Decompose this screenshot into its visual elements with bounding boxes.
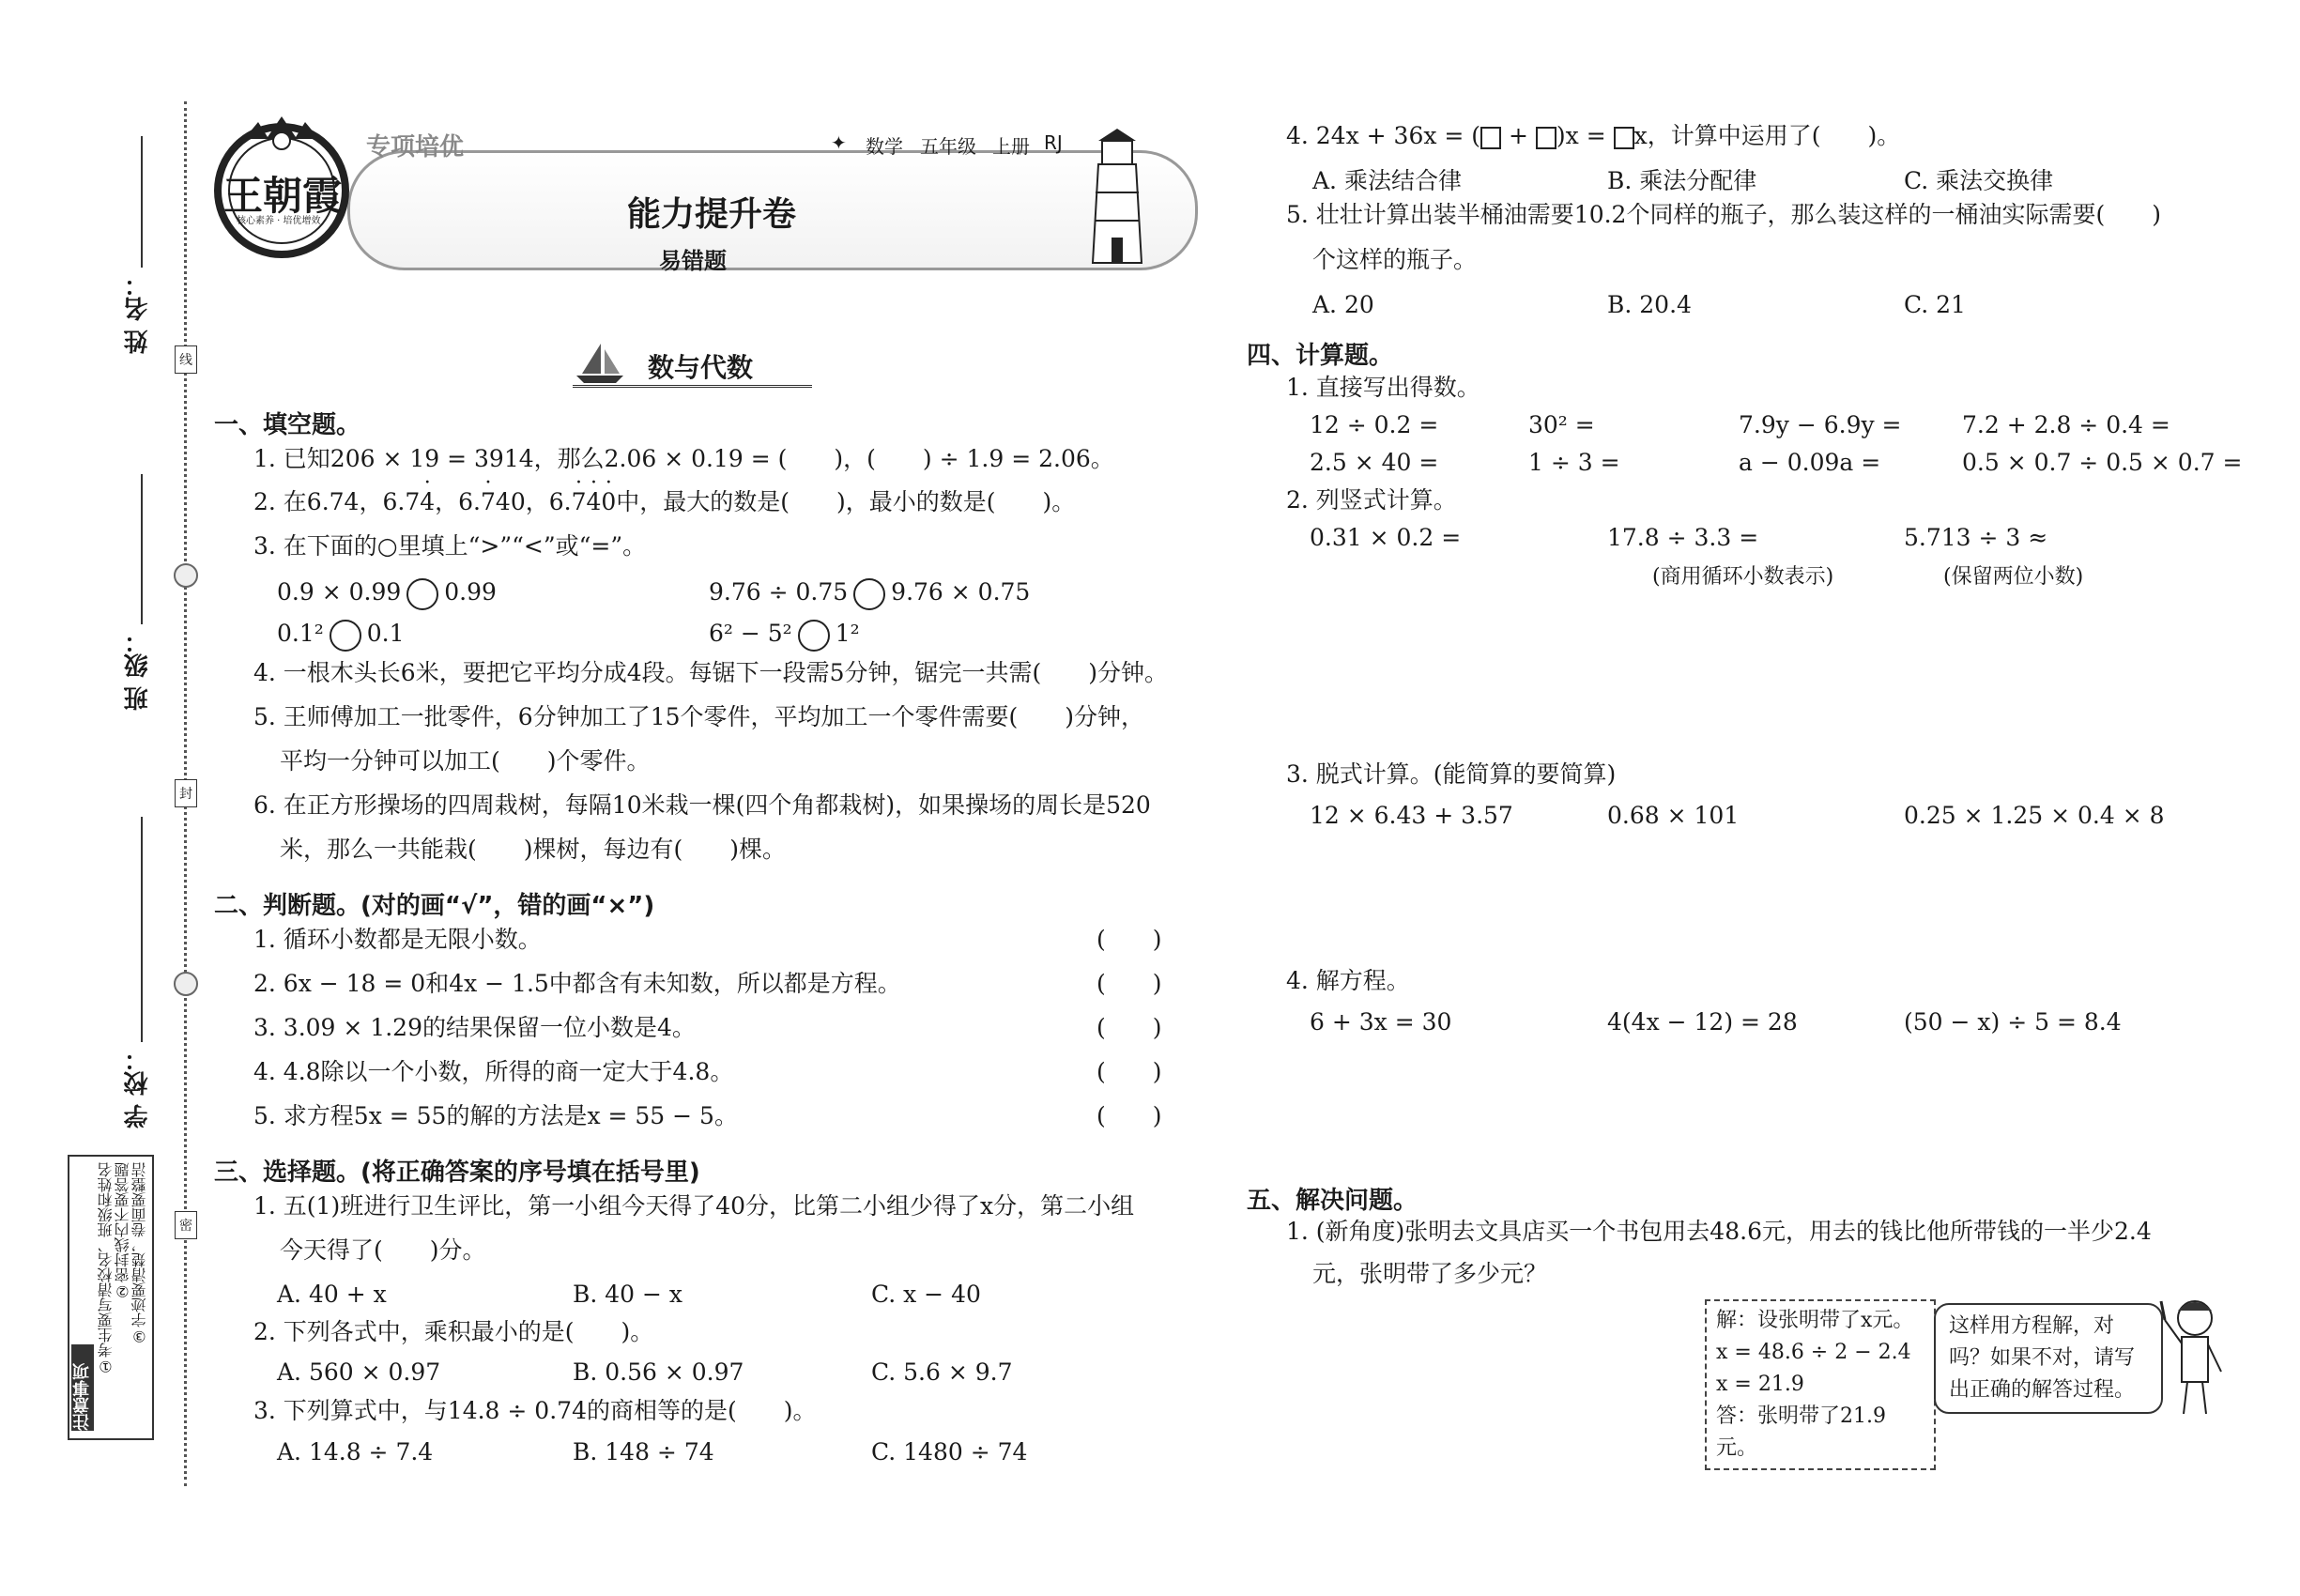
judge-answer-paren[interactable]: ( )	[1096, 970, 1162, 997]
wrong-solution-line: x = 21.9	[1716, 1373, 1804, 1396]
oral-calc-item: 1 ÷ 3 =	[1528, 449, 1620, 476]
choice-q3: 3. 下列算式中，与14.8 ÷ 0.74的商相等的是( )。	[253, 1397, 817, 1424]
calc-part4-title: 4. 解方程。	[1286, 967, 1410, 994]
choice-q3-option-a: A. 14.8 ÷ 7.4	[277, 1438, 434, 1466]
fill-q2-digit: · 4	[420, 488, 435, 515]
seal-char-2: 封	[175, 779, 197, 807]
judge-q4: 4. 4.8除以一个小数，所得的商一定大于4.8。	[253, 1058, 734, 1085]
bubble-line: 出正确的解答过程。	[1949, 1378, 2136, 1402]
seal-char-3: 密	[175, 1211, 197, 1239]
section-choice-title: 三、选择题。(将正确答案的序号填在括号里)	[214, 1159, 700, 1187]
compare-left: 0.9 × 0.99	[277, 578, 402, 606]
seal-char-1: 线	[175, 345, 197, 374]
compare-right: 0.1	[366, 620, 405, 647]
choice-q5-option-c: C. 21	[1904, 291, 1966, 318]
bubble-line: 这样用方程解，对	[1949, 1314, 2115, 1338]
meta-star-icon: ✦	[831, 131, 847, 154]
fill-q5-line2: 平均一分钟可以加工( )个零件。	[280, 747, 651, 775]
fill-q1: 1. 已知206 × 19 = 3914，那么2.06 × 0.19 = ( )，( ) ÷ 1.9 = 2.06。	[253, 445, 1114, 472]
compare-circle[interactable]	[330, 620, 361, 652]
oral-calc-item: 12 ÷ 0.2 =	[1310, 411, 1439, 438]
compare-left: 0.1²	[277, 620, 324, 647]
compare-item-3	[277, 618, 405, 652]
fill-q6-line2: 米，那么一共能栽( )棵树，每边有( )棵。	[280, 836, 787, 863]
choice-q1-line1: 1. 五(1)班进行卫生评比，第一小组今天得了40分，比第二小组少得了x分，第二小组	[253, 1192, 1135, 1220]
vertical-calc-note: (保留两位小数)	[1943, 565, 2084, 589]
fill-q6-line1: 6. 在正方形操场的四周栽树，每隔10米栽一棵(四个角都栽树)，如果操场的周长是520	[253, 791, 1151, 819]
calc-part2-title: 2. 列竖式计算。	[1286, 486, 1457, 514]
note-1: ①考生要写清校名、班级和姓名	[97, 1162, 115, 1375]
paper-title: 能力提升卷	[627, 195, 797, 234]
unit-title-underline	[573, 385, 812, 388]
unit-title: 数与代数	[648, 352, 754, 383]
choice-q2: 2. 下列各式中，乘积最小的是( )。	[253, 1318, 654, 1345]
meta-edition: RJ	[1044, 131, 1063, 154]
equation-item: (50 − x) ÷ 5 = 8.4	[1904, 1008, 2122, 1036]
bubble-line: 吗？如果不对，请写	[1949, 1346, 2136, 1370]
blank-box-icon[interactable]	[1614, 127, 1634, 149]
choice-q5-option-b: B. 20.4	[1607, 291, 1692, 318]
wrong-solution-line: 答：张明带了21.9元。	[1716, 1404, 1886, 1460]
fill-q2-mid2: 0，6.	[510, 488, 572, 515]
section-solve-title: 五、解决问题。	[1247, 1187, 1418, 1215]
choice-q5-line1: 5. 壮壮计算出装半桶油需要10.2个同样的瓶子，那么装这样的一桶油实际需要( )	[1286, 201, 2161, 228]
school-label: 学 校：	[124, 1047, 152, 1129]
fill-q2-mid1: ，6.	[435, 488, 481, 515]
choice-q2-option-c: C. 5.6 × 9.7	[871, 1358, 1013, 1386]
name-line	[141, 136, 143, 268]
wrong-solution-box	[1705, 1299, 1936, 1470]
fill-q2-digit: · 4	[586, 488, 601, 515]
vertical-calc-item: 5.713 ÷ 3 ≈	[1904, 524, 2048, 551]
name-label: 姓 名：	[124, 272, 152, 355]
equation-item: 6 + 3x = 30	[1310, 1008, 1452, 1036]
choice-q3-option-b: B. 148 ÷ 74	[573, 1438, 714, 1466]
brand-sub: 核心素养 · 培优增效	[237, 216, 321, 226]
choice-q2-option-a: A. 560 × 0.97	[277, 1358, 441, 1386]
vertical-calc-item: 0.31 × 0.2 =	[1310, 524, 1462, 551]
fill-q4: 4. 一根木头长6米，要把它平均分成4段。每锯下一段需5分钟，锯完一共需( )分钟。	[253, 659, 1169, 686]
choice-q1-option-c: C. x − 40	[871, 1281, 981, 1308]
oral-calc-item: 7.2 + 2.8 ÷ 0.4 =	[1962, 411, 2170, 438]
notes-box	[68, 1155, 154, 1440]
solve-q1-line2: 元，张明带了多少元？	[1312, 1260, 1548, 1287]
choice-q4-mid2: )x =	[1556, 122, 1614, 149]
choice-q1-line2: 今天得了( )分。	[280, 1236, 486, 1264]
vertical-calc-item: 17.8 ÷ 3.3 =	[1607, 524, 1759, 551]
fill-q2-post: 中，最大的数是( )，最小的数是( )。	[616, 488, 1076, 515]
binding-hole-icon	[174, 563, 198, 588]
fill-q3: 3. 在下面的○里填上“>”“<”或“=”。	[253, 532, 647, 560]
brand-name: 王朝霞	[223, 173, 343, 219]
choice-q4-pre: 4. 24x + 36x = (	[1286, 122, 1481, 149]
fill-q5-line1: 5. 王师傅加工一批零件，6分钟加工了15个零件，平均加工一个零件需要( )分钟，	[253, 703, 1145, 730]
choice-q4-mid1: +	[1501, 122, 1536, 149]
choice-q1-option-b: B. 40 − x	[573, 1281, 683, 1308]
compare-right: 9.76 × 0.75	[891, 578, 1031, 606]
compare-right: 0.99	[444, 578, 497, 606]
note-3: ③字迹要清楚，卷面要整洁	[130, 1162, 148, 1345]
meta-grade: 五年级	[920, 135, 976, 158]
teacher-speech-bubble	[1934, 1303, 2163, 1414]
judge-q1: 1. 循环小数都是无限小数。	[253, 926, 542, 953]
series-label: 专项培优	[366, 133, 465, 161]
class-label: 班 级：	[124, 629, 152, 712]
judge-answer-paren[interactable]: ( )	[1096, 1102, 1162, 1129]
compare-left: 6² − 5²	[709, 620, 792, 647]
meta-volume: 上册	[992, 135, 1030, 158]
fill-q2-pre: 2. 在6.74，6.7	[253, 488, 421, 515]
oral-calc-item: 2.5 × 40 =	[1310, 449, 1439, 476]
compare-circle[interactable]	[406, 578, 438, 610]
fill-q2-digit: · 7	[572, 488, 587, 515]
paper-subtitle: 易错题	[659, 248, 727, 274]
fill-q2-digit: · 0	[601, 488, 616, 515]
class-line	[141, 474, 143, 624]
judge-q5: 5. 求方程5x = 55的解的方法是x = 55 − 5。	[253, 1102, 738, 1129]
oral-calc-item: a − 0.09a =	[1739, 449, 1881, 476]
choice-q4-post: x，计算中运用了( )。	[1633, 122, 1901, 149]
vertical-calc-note: (商用循环小数表示)	[1652, 565, 1834, 589]
section-fill-title: 一、填空题。	[214, 411, 361, 439]
section-calc-title: 四、计算题。	[1247, 342, 1394, 370]
school-line	[141, 817, 143, 1042]
fill-q2-digit: 4	[495, 488, 511, 515]
compare-right: 1²	[835, 620, 860, 647]
compare-left: 9.76 ÷ 0.75	[709, 578, 849, 606]
choice-q4-option-a: A. 乘法结合律	[1312, 167, 1462, 194]
compare-circle[interactable]	[798, 620, 830, 652]
judge-answer-paren[interactable]: ( )	[1096, 926, 1162, 953]
judge-answer-paren[interactable]: ( )	[1096, 1058, 1162, 1085]
step-calc-item: 0.25 × 1.25 × 0.4 × 8	[1904, 802, 2165, 829]
judge-q3: 3. 3.09 × 1.29的结果保留一位小数是4。	[253, 1014, 696, 1041]
choice-q4	[1286, 120, 1900, 152]
sailboat-icon	[575, 340, 626, 385]
choice-q5-line2: 个这样的瓶子。	[1312, 246, 1478, 273]
lighthouse-icon	[1080, 127, 1155, 268]
wrong-solution-line: x = 48.6 ÷ 2 − 2.4	[1716, 1341, 1911, 1364]
judge-q2: 2. 6x − 18 = 0和4x − 1.5中都含有未知数，所以都是方程。	[253, 970, 901, 997]
fill-q2	[253, 486, 1075, 518]
meta-subject: 数学	[866, 135, 903, 158]
compare-item-1	[277, 576, 497, 610]
calc-part3-title: 3. 脱式计算。(能简算的要简算)	[1286, 760, 1617, 788]
note-2: ②密封线内不要答题	[114, 1162, 131, 1300]
choice-q4-option-b: B. 乘法分配律	[1607, 167, 1757, 194]
oral-calc-item: 0.5 × 0.7 ÷ 0.5 × 0.7 =	[1962, 449, 2243, 476]
compare-item-4	[709, 618, 860, 652]
step-calc-item: 0.68 × 101	[1607, 802, 1740, 829]
compare-circle[interactable]	[853, 578, 885, 610]
blank-box-icon[interactable]	[1480, 127, 1501, 149]
judge-answer-paren[interactable]: ( )	[1096, 1014, 1162, 1041]
oral-calc-item: 7.9y − 6.9y =	[1739, 411, 1902, 438]
choice-q5-option-a: A. 20	[1312, 291, 1374, 318]
choice-q4-option-c: C. 乘法交换律	[1904, 167, 2054, 194]
binding-hole-icon	[174, 972, 198, 996]
choice-q3-option-c: C. 1480 ÷ 74	[871, 1438, 1028, 1466]
section-judge-title: 二、判断题。(对的画“√”，错的画“×”)	[214, 892, 655, 920]
oral-calc-item: 30² =	[1528, 411, 1595, 438]
notes-title: 注意事项	[71, 1344, 94, 1431]
wrong-solution-line: 解：设张明带了x元。	[1716, 1309, 1914, 1332]
fill-q2-digit: · 7	[481, 488, 496, 515]
solve-q1-line1: 1. (新角度)张明去文具店买一个书包用去48.6元，用去的钱比他所带钱的一半少2.4	[1286, 1218, 2152, 1245]
teacher-figure-icon	[2157, 1292, 2232, 1419]
equation-item: 4(4x − 12) = 28	[1607, 1008, 1798, 1036]
blank-box-icon[interactable]	[1536, 127, 1556, 149]
choice-q2-option-b: B. 0.56 × 0.97	[573, 1358, 744, 1386]
compare-item-2	[709, 576, 1030, 610]
choice-q1-option-a: A. 40 + x	[277, 1281, 387, 1308]
calc-part1-title: 1. 直接写出得数。	[1286, 374, 1480, 401]
step-calc-item: 12 × 6.43 + 3.57	[1310, 802, 1513, 829]
